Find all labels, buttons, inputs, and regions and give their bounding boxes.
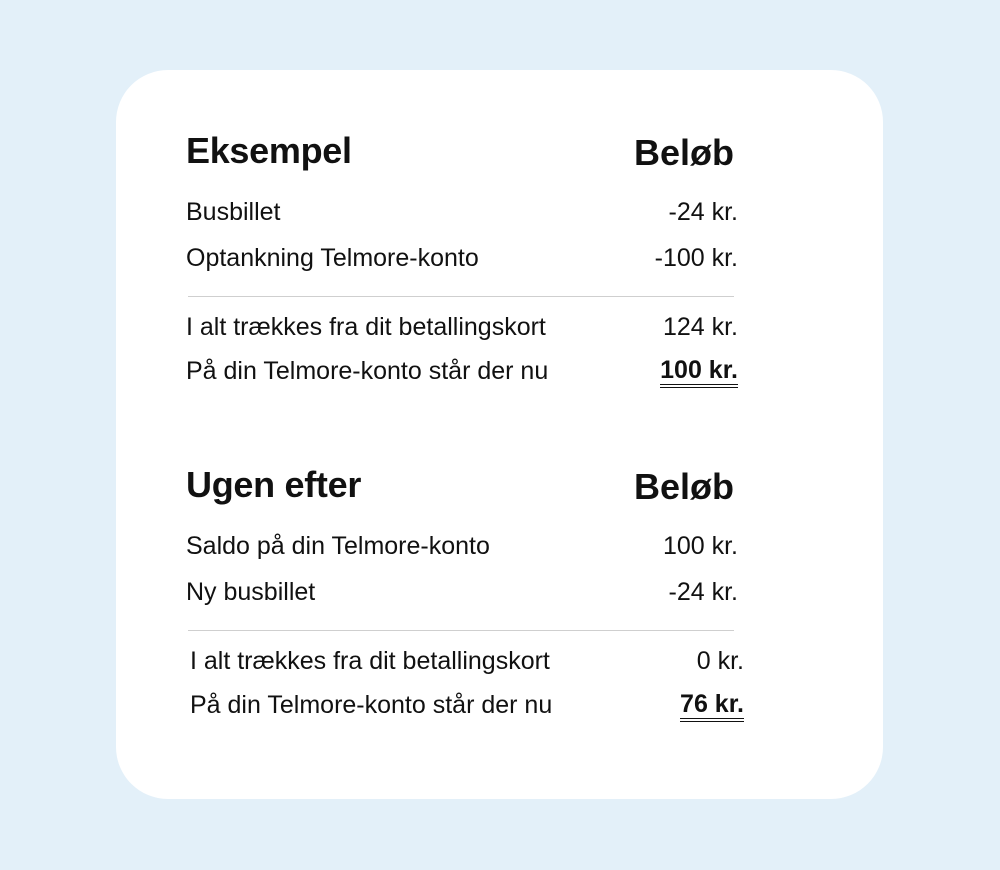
balance-amount: 100 kr.: [660, 357, 738, 388]
section-header: [186, 464, 740, 524]
total-row-card-charge: [186, 641, 744, 685]
total-amount: 0 kr.: [696, 647, 744, 675]
line-item-amount: 100 kr.: [662, 532, 738, 560]
line-item-label: Saldo på din Telmore-konto: [186, 532, 490, 560]
section-title: Eksempel: [186, 130, 352, 171]
line-item-amount: -24 kr.: [668, 578, 738, 606]
balance-amount: 76 kr.: [680, 691, 744, 722]
total-label: På din Telmore-konto står der nu: [190, 691, 553, 719]
total-label: På din Telmore-konto står der nu: [186, 357, 549, 385]
divider: [188, 296, 734, 297]
total-amount: 124 kr.: [662, 313, 738, 341]
example-section: [186, 130, 740, 395]
total-label: I alt trækkes fra dit betallingskort: [190, 647, 550, 675]
section-title: Ugen efter: [186, 464, 362, 505]
total-row-balance: [186, 351, 740, 395]
line-item: [186, 570, 740, 616]
line-item-label: Optankning Telmore-konto: [186, 244, 479, 272]
line-item-amount: -24 kr.: [668, 198, 738, 226]
line-item-amount: -100 kr.: [654, 244, 738, 272]
line-item: [186, 190, 740, 236]
section-header: [186, 130, 740, 190]
line-item: [186, 524, 740, 570]
divider: [188, 630, 734, 631]
total-row-card-charge: [186, 307, 740, 351]
line-item-label: Busbillet: [186, 198, 281, 226]
total-row-balance: [186, 685, 744, 729]
amount-column-header: Beløb: [633, 466, 734, 507]
amount-column-header: Beløb: [633, 132, 734, 173]
example-card: [116, 70, 883, 799]
week-after-section: [186, 464, 744, 729]
line-item-label: Ny busbillet: [186, 578, 316, 606]
line-item: [186, 236, 740, 282]
total-label: I alt trækkes fra dit betallingskort: [186, 313, 546, 341]
